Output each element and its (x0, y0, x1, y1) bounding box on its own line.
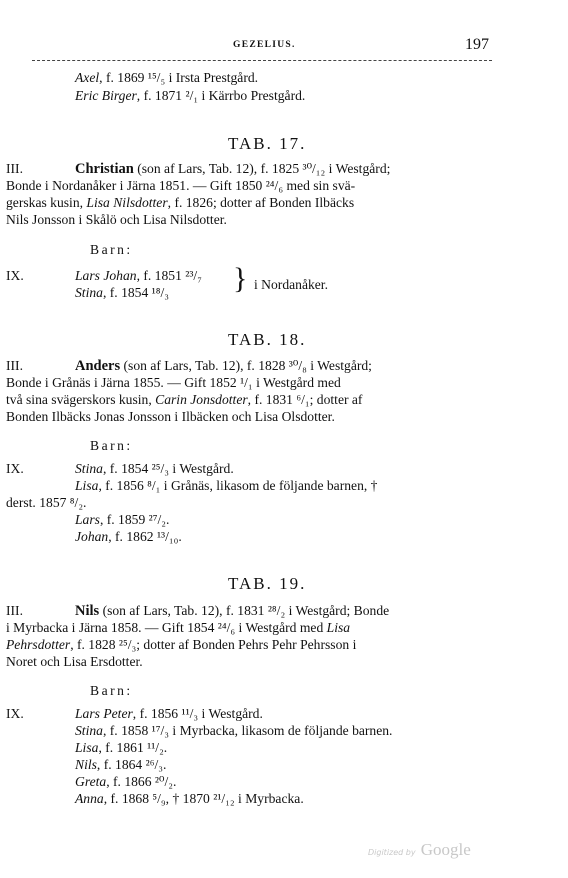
page-number: 197 (465, 36, 489, 53)
entry-line: Christian (son af Lars, Tab. 12), f. 1825 ³⁰/₁₂ i Westgård; (75, 161, 391, 177)
list-item: derst. 1857 ⁸/₂. (6, 495, 87, 510)
list-item: Anna, f. 1868 ⁵/₉, † 1870 ²¹/₁₂ i Myrbacka. (75, 791, 304, 806)
brace: } (233, 262, 248, 295)
list-item: Greta, f. 1866 ²⁰/₂. (75, 774, 177, 789)
header-rule (32, 60, 492, 61)
entry-line: Nils Jonsson i Skålö och Lisa Nilsdotter. (6, 212, 227, 227)
children-label: Barn: (90, 683, 133, 698)
children-label: Barn: (90, 242, 133, 257)
entry-line: Anders (son af Lars, Tab. 12), f. 1828 ³⁰/₈ i Westgård; (75, 358, 372, 374)
list-item: Lars Johan, f. 1851 ²³/₇ (75, 268, 202, 283)
list-item: Eric Birger, f. 1871 ²/₁ i Kärrbo Prestgård. (75, 88, 306, 103)
entry-line: gerskas kusin, Lisa Nilsdotter, f. 1826; dotter af Bonden Ilbäcks (6, 195, 355, 210)
list-item: Lars, f. 1859 ²⁷/₂. (75, 512, 170, 527)
section-heading-tab-18: TAB. 18. (228, 330, 307, 349)
entry-line: Nils (son af Lars, Tab. 12), f. 1831 ²⁸/₂ i Westgård; Bonde (75, 603, 390, 619)
entry-line: Bonden Ilbäcks Jonas Jonsson i Ilbäcken och Lisa Olsdotter. (6, 409, 335, 424)
section-heading-tab-19: TAB. 19. (228, 574, 307, 593)
entry-line: Bonde i Grånäs i Järna 1855. — Gift 1852 ¹/₁ i Westgård med (6, 375, 341, 390)
children-label: Barn: (90, 438, 133, 453)
list-item: Stina, f. 1854 ¹⁸/₃ (75, 285, 169, 300)
entry-line: Noret och Lisa Ersdotter. (6, 654, 143, 669)
list-item: Stina, f. 1854 ²⁵/₃ i Westgård. (75, 461, 234, 476)
generation-number: IX. (6, 268, 24, 283)
person-name: Christian (75, 161, 134, 177)
generation-number: III. (6, 161, 23, 176)
list-item: Lisa, f. 1861 ¹¹/₂. (75, 740, 168, 755)
person-name: Anders (75, 358, 121, 374)
generation-number: III. (6, 358, 23, 373)
section-heading-tab-17: TAB. 17. (228, 134, 307, 153)
entry-line: i Myrbacka i Järna 1858. — Gift 1854 ²⁴/₆ i Westgård med Lisa (6, 620, 351, 635)
list-item: Nils, f. 1864 ²⁶/₃. (75, 757, 167, 772)
entry-line: Pehrsdotter, f. 1828 ²⁵/₃; dotter af Bonden Pehrs Pehr Pehrsson i (6, 637, 357, 652)
person-name: Nils (75, 603, 100, 619)
entry-line: Bonde i Nordanåker i Järna 1851. — Gift 1850 ²⁴/₆ med sin svä- (6, 178, 356, 193)
list-item: Johan, f. 1862 ¹³/₁₀. (75, 529, 182, 544)
watermark: Digitized by Google (368, 840, 471, 859)
list-item: Stina, f. 1858 ¹⁷/₃ i Myrbacka, likasom de följande barnen. (75, 723, 393, 738)
generation-number: IX. (6, 706, 24, 721)
running-title: GEZELIUS. (233, 40, 296, 50)
generation-number: III. (6, 603, 23, 618)
list-item: Axel, f. 1869 ¹⁵/₅ i Irsta Prestgård. (75, 70, 259, 85)
generation-number: IX. (6, 461, 24, 476)
entry-line: två sina svägerskors kusin, Carin Jonsdotter, f. 1831 ⁶/₁; dotter af (6, 392, 363, 407)
brace-text: i Nordanåker. (254, 277, 328, 292)
list-item: Lisa, f. 1856 ⁸/₁ i Grånäs, likasom de följande barnen, † (75, 478, 378, 493)
list-item: Lars Peter, f. 1856 ¹¹/₃ i Westgård. (75, 706, 263, 721)
